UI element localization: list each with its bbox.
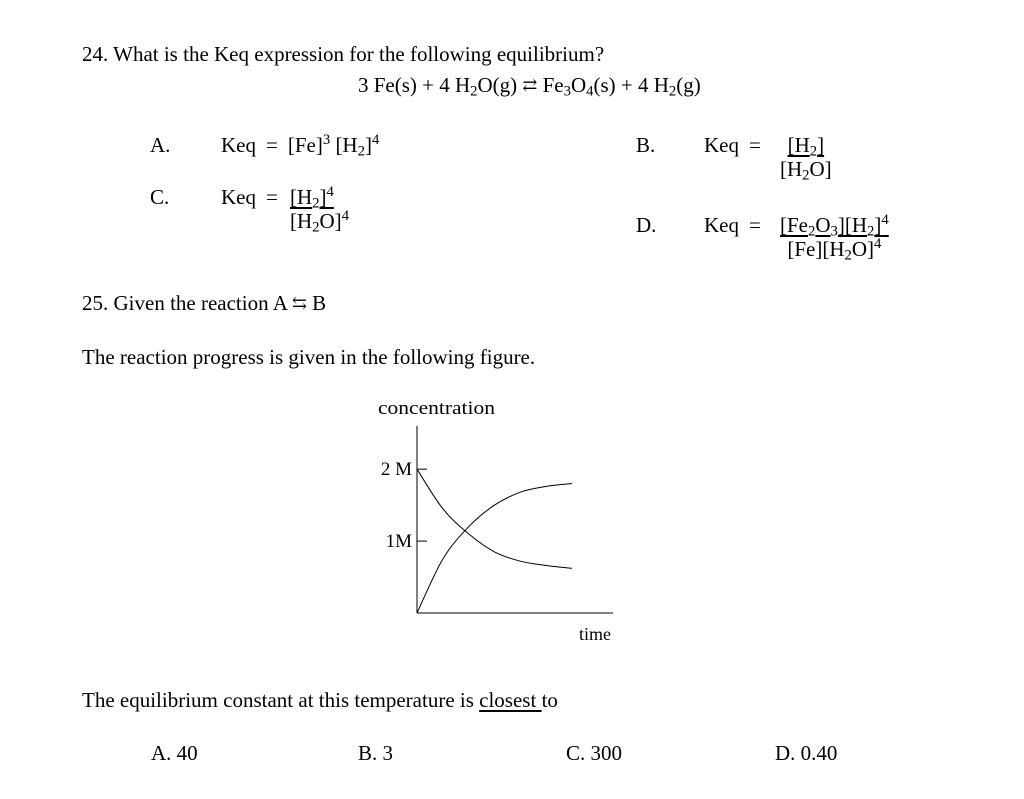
series-b-line [417, 484, 572, 614]
choice-a-letter: A. [150, 133, 171, 157]
y-tick-label: 1M [385, 531, 412, 553]
answer-b: B. 3 [358, 741, 394, 765]
q25-progress-text: The reaction progress is given in the following figure. [82, 345, 536, 369]
y-axis-label: concentration [378, 398, 496, 419]
answer-a: A. 40 [151, 741, 198, 765]
q25-prompt: 25. Given the reaction A ⇆ B [82, 291, 327, 315]
q24-prompt: 24. What is the Keq expression for the following equilibrium? [82, 42, 605, 66]
equilibrium-arrow-icon: ⇄ [522, 75, 538, 95]
series-a-line [417, 469, 572, 568]
choice-c-fraction: $[H_2]^4$ $[H_2O]^4$ [290, 183, 350, 236]
y-tick-label: 2 M [380, 459, 412, 481]
answer-c: C. 300 [566, 741, 623, 765]
choice-b-fraction: $[H_2]$ $[H_2O]$ [780, 133, 832, 184]
choice-b-keq: Keq = [704, 133, 761, 157]
choice-c-keq: Keq = [221, 185, 278, 209]
choice-c-letter: C. [150, 185, 170, 209]
choice-d-keq: Keq = [704, 213, 761, 237]
q25-question: The equilibrium constant at this temperature is closest to [82, 688, 558, 712]
choice-b-letter: B. [636, 133, 656, 157]
choice-a-expression: Keq = $[Fe]^3$ $[H_2]^4$ [221, 131, 380, 160]
answer-d: D. 0.40 [775, 741, 838, 765]
x-axis-label: time [579, 624, 611, 644]
q24-reaction: 3 Fe(s) + 4 $H_2O(g)$ ⇄ $Fe_3O_4(s) + 4$ $H_2(g)$ [358, 73, 701, 100]
reversible-arrow-icon: ⇆ [291, 293, 307, 313]
concentration-time-chart [360, 390, 640, 650]
choice-d-fraction: $[Fe_2O_3][H_2]^4$ $[Fe][H_2O]^4$ [780, 211, 889, 264]
choice-d-letter: D. [636, 213, 657, 237]
